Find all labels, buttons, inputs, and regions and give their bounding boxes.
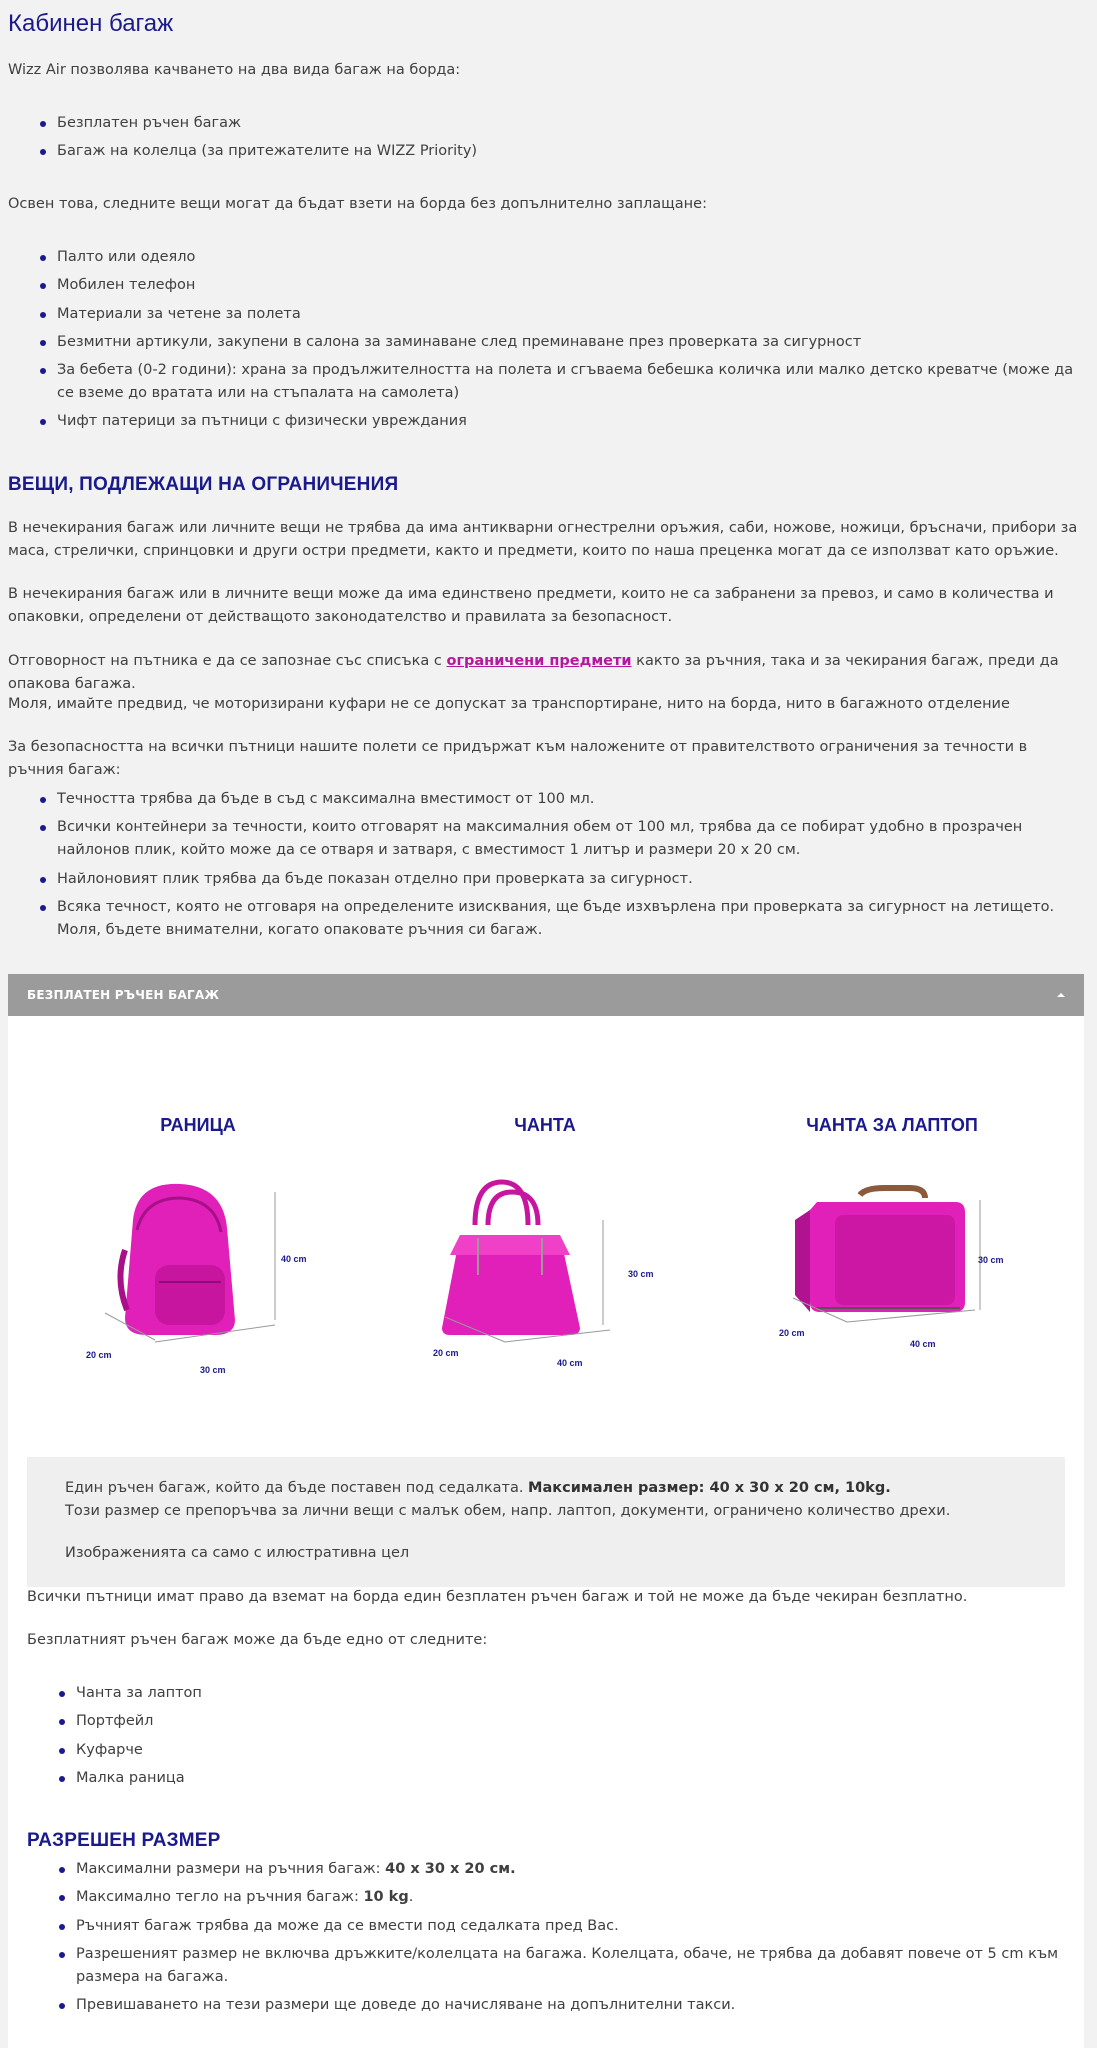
handbag-depth-label: 20 cm	[433, 1348, 459, 1358]
chevron-up-icon	[1057, 993, 1065, 997]
list-item: Всяка течност, която не отговаря на определените изисквания, ще бъде изхвърлена при проверката за сигурност на летището. Моля, бъдете внимателни, когато опаковате ръчния си багаж.	[57, 896, 1077, 942]
allowed-size-list	[76, 1858, 1076, 2022]
allowed-size-heading: РАЗРЕШЕН РАЗМЕР	[27, 1830, 221, 1851]
list-item: За бебета (0-2 години): храна за продължителността на полета и сгъваема бебешка количка или малко детско креватче (може да се вземе до вратата или на стъпалата на самолета)	[57, 359, 1077, 405]
restricted-heading: ВЕЩИ, ПОДЛЕЖАЩИ НА ОГРАНИЧЕНИЯ	[8, 474, 399, 495]
restricted-paragraph-3: Отговорност на пътника е да се запознае със списъка с ограничени предмети както за ръчния, така и за чекирания багаж, преди да опакова багажа.	[8, 653, 1059, 692]
page-title: Кабинен багаж	[8, 10, 174, 37]
restricted-paragraph-5: За безопасността на всички пътници нашите полети се придържат към наложените от правителството ограничения за течности в ръчния багаж:	[8, 739, 1028, 778]
bag-types-list	[57, 112, 1077, 169]
list-item: Портфейл	[76, 1710, 1076, 1733]
list-item: Мобилен телефон	[57, 274, 1077, 297]
info-line-2: Този размер се препоръчва за лични вещи с малък обем, напр. лаптоп, документи, ограничено количество дрехи.	[65, 1503, 951, 1519]
list-item: Всички контейнери за течности, които отговарят на максималния обем от 100 мл, трябва да се побират удобно в прозрачен найлонов плик, който може да се отваря и затваря, с вместимост 1 литър и размери 20 х 20 см.	[57, 816, 1077, 862]
list-item: Безмитни артикули, закупени в салона за заминаване след преминаване през проверката за сигурност	[57, 331, 1077, 354]
list-item: Куфарче	[76, 1739, 1076, 1762]
liquids-list	[57, 788, 1077, 947]
backpack-depth-label: 20 cm	[86, 1350, 112, 1360]
laptop-bag-height-label: 30 cm	[978, 1255, 1004, 1265]
list-item: Малка раница	[76, 1767, 1076, 1790]
list-item: Чифт патерици за пътници с физически увреждания	[57, 410, 1077, 433]
handbag-illustration	[420, 1170, 670, 1385]
list-item: Течността трябва да бъде в съд с максимална вместимост от 100 мл.	[57, 788, 1077, 811]
accordion-header-free-bag[interactable]	[8, 974, 1084, 1016]
free-bag-items-list	[76, 1682, 1076, 1795]
free-bag-paragraph-1: Всички пътници имат право да вземат на борда един безплатен ръчен багаж и той не може да бъде чекиран безплатно.	[27, 1589, 968, 1605]
laptop-bag-illustration	[765, 1170, 1015, 1385]
bag-title-handbag: ЧАНТА	[514, 1115, 576, 1135]
laptop-bag-width-label: 40 cm	[910, 1339, 936, 1349]
info-line-1: Един ръчен багаж, който да бъде поставен под седалката. Максимален размер: 40 x 30 x 20 см, 10kg.	[65, 1480, 891, 1496]
list-item: Безплатен ръчен багаж	[57, 112, 1077, 135]
intro-text: Wizz Air позволява качването на два вида багаж на борда:	[8, 62, 461, 78]
list-item: Превишаването на тези размери ще доведе до начисляване на допълнителни такси.	[76, 1994, 1076, 2017]
bag-title-laptop-bag: ЧАНТА ЗА ЛАПТОП	[806, 1115, 978, 1135]
extra-intro-text: Освен това, следните вещи могат да бъдат взети на борда без допълнително заплащане:	[8, 196, 707, 212]
backpack-width-label: 30 cm	[200, 1365, 226, 1375]
restricted-items-link[interactable]: ограничени предмети	[446, 653, 632, 669]
handbag-height-label: 30 cm	[628, 1269, 654, 1279]
list-item: Найлоновият плик трябва да бъде показан отделно при проверката за сигурност.	[57, 868, 1077, 891]
laptop-bag-depth-label: 20 cm	[779, 1328, 805, 1338]
extra-items-list	[57, 246, 1077, 439]
bag-title-backpack: РАНИЦА	[160, 1115, 236, 1135]
list-item: Палто или одеяло	[57, 246, 1077, 269]
list-item: Материали за четене за полета	[57, 303, 1077, 326]
list-item: Чанта за лаптоп	[76, 1682, 1076, 1705]
info-line-3: Изображенията са само с илюстративна цел	[65, 1545, 410, 1561]
list-item: Ръчният багаж трябва да може да се вмести под седалката пред Вас.	[76, 1915, 1076, 1938]
list-item: Разрешеният размер не включва дръжките/колелцата на багажа. Колелцата, обаче, не трябва да добавят повече от 5 cm към размера на багажа.	[76, 1943, 1076, 1989]
info-box	[27, 1457, 1065, 1587]
free-bag-paragraph-2: Безплатният ръчен багаж може да бъде едно от следните:	[27, 1632, 488, 1648]
backpack-height-label: 40 cm	[281, 1254, 307, 1264]
list-item: Максимални размери на ръчния багаж: 40 x 30 x 20 см.	[76, 1858, 1076, 1881]
list-item: Максимално тегло на ръчния багаж: 10 kg.	[76, 1886, 1076, 1909]
restricted-paragraph-4: Моля, имайте предвид, че моторизирани куфари не се допускат за транспортиране, нито на борда, нито в багажното отделение	[8, 696, 1010, 712]
restricted-paragraph-2: В нечекирания багаж или в личните вещи може да има единствено предмети, които не са забранени за превоз, и само в количества и опаковки, определени от действащото законодателство и правилата за безопасност.	[8, 586, 1054, 625]
list-item: Багаж на колелца (за притежателите на WIZZ Priority)	[57, 140, 1077, 163]
handbag-width-label: 40 cm	[557, 1358, 583, 1368]
backpack-illustration	[75, 1170, 325, 1385]
accordion-label: БЕЗПЛАТЕН РЪЧЕН БАГАЖ	[27, 988, 220, 1002]
restricted-paragraph-1: В нечекирания багаж или личните вещи не трябва да има антикварни огнестрелни оръжия, саби, ножове, ножици, бръсначи, прибори за маса, стрелички, спринцовки и други остри предмети, както и предмети, които по наша преценка могат да се използват като оръжие.	[8, 520, 1078, 559]
